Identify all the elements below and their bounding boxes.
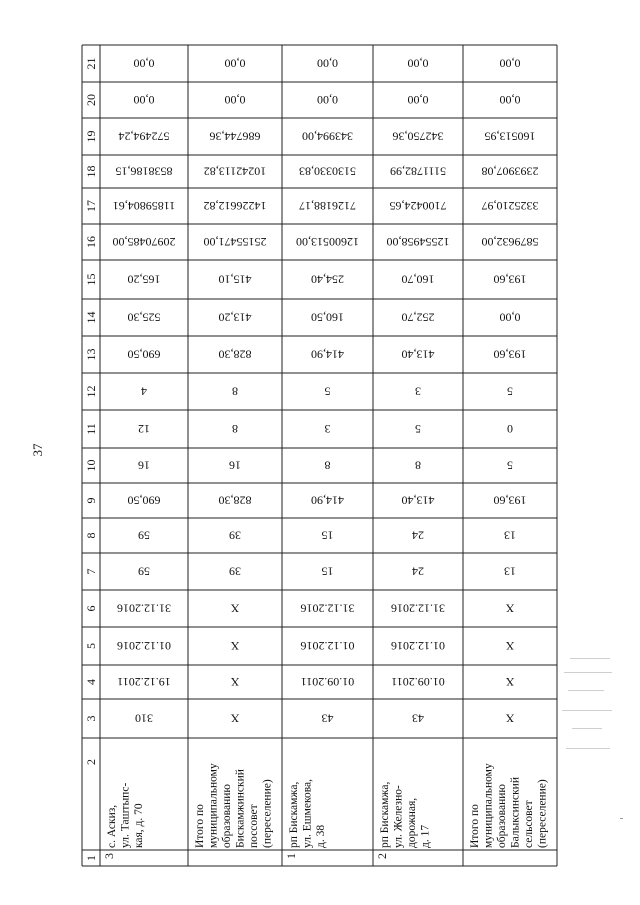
table-cell: 0,00 (317, 56, 338, 71)
column-number: 16 (84, 236, 98, 248)
column-number: 20 (84, 94, 98, 106)
column-number: 15 (84, 273, 98, 286)
table-cell: 14226612,82 (203, 199, 267, 213)
table-cell: 10242113,82 (203, 164, 267, 179)
table-cell: 25155471,00 (203, 235, 267, 249)
table-cell: 01.09.2011 (391, 675, 445, 689)
table-cell: 01.12.2016 (117, 639, 171, 653)
table-cell: 414,90 (311, 347, 344, 362)
row-name-line: д. 38 (315, 824, 327, 848)
row-number: 3 (102, 853, 116, 859)
row-name-line: поссовет (248, 804, 260, 848)
column-number: 1 (84, 855, 98, 861)
column-number: 9 (84, 497, 98, 504)
table-cell: 24 (412, 528, 424, 543)
table-cell: 414,90 (311, 493, 344, 508)
table-cell: 193,60 (493, 347, 527, 362)
scan-dot (620, 818, 623, 819)
column-number: 12 (84, 385, 98, 398)
column-number: 3 (84, 715, 98, 722)
table-cell: 193,60 (493, 493, 527, 508)
table-cell: 0,00 (133, 93, 155, 107)
column-number: 4 (84, 679, 98, 685)
column-number: 6 (84, 605, 98, 612)
table-cell: 31.12.2016 (300, 601, 355, 616)
row-name-line: образованию (221, 784, 233, 848)
table-cell: 01.12.2016 (391, 639, 445, 653)
column-number: 10 (84, 459, 98, 472)
table-cell: Х (505, 601, 515, 616)
table-cell: 7126188,17 (299, 199, 356, 213)
row-number: 2 (375, 853, 389, 859)
row-name-line: сельсовет (523, 800, 535, 848)
table-cell: Х (230, 601, 240, 616)
table-cell: 828,30 (218, 493, 252, 508)
page-number: 37 (30, 443, 45, 457)
table-cell: 0,00 (407, 56, 429, 71)
column-number: 21 (84, 57, 98, 70)
table-cell: 01.12.2016 (300, 639, 355, 653)
column-number: 13 (84, 348, 98, 361)
row-name-line: Бискамжинский (234, 769, 247, 848)
row-name-line: муниципальному (207, 763, 220, 848)
table-cell: 31.12.2016 (117, 601, 171, 616)
table-cell: 413,40 (401, 493, 435, 508)
row-name-line: кая, д. 70 (133, 803, 145, 848)
table-cell: 39 (229, 564, 241, 579)
table-cell: 686744,36 (209, 129, 261, 144)
table-cell: 254,40 (311, 272, 344, 287)
table-cell: 5 (415, 422, 421, 436)
table-cell: 12554958,00 (386, 235, 450, 249)
table-cell: 3 (415, 384, 421, 399)
table-cell: Х (505, 639, 515, 653)
table-cell: 39 (229, 528, 241, 543)
table-cell: 5 (507, 384, 513, 399)
table-cell: 0,00 (499, 56, 521, 71)
column-number: 5 (84, 643, 98, 649)
table-cell: 160513,95 (484, 129, 536, 144)
table-cell: 13 (504, 528, 516, 543)
table-cell: 7100424,65 (389, 199, 447, 213)
table-cell: 8 (232, 422, 238, 436)
row-number: 1 (284, 853, 298, 859)
table-cell: 19.12.2011 (117, 675, 171, 689)
table-cell: 3 (324, 422, 331, 436)
table-cell: 8538186,15 (115, 164, 173, 179)
row-name-line: Итого по (194, 804, 206, 848)
table-cell: 59 (138, 528, 150, 543)
table-cell: 0,00 (224, 93, 246, 107)
table-cell: 11859804,61 (112, 199, 176, 213)
column-number: 7 (84, 568, 98, 575)
table-cell: 0,00 (133, 56, 155, 71)
table-cell: 01.09.2011 (300, 675, 355, 689)
table-cell: 43 (321, 711, 334, 726)
column-number: 14 (84, 311, 98, 324)
table-cell: 690,50 (127, 347, 161, 362)
table-cell: 16 (138, 458, 150, 473)
table-cell: 43 (412, 711, 424, 726)
table-cell: Х (230, 675, 240, 689)
table-cell: 690,50 (127, 493, 161, 508)
table-cell: 5 (324, 384, 331, 399)
row-name-line: Балыксинский (509, 777, 522, 848)
table-cell: 24 (412, 564, 424, 579)
row-name-line: рп Бискамжа, (288, 781, 300, 848)
table-cell: 343994,00 (302, 129, 353, 144)
table-cell: 8 (232, 384, 238, 399)
table-cell: 15 (321, 528, 334, 543)
row-name-line: ул. Таштыпс- (119, 782, 132, 848)
table-cell: 59 (138, 564, 150, 579)
column-number: 11 (84, 423, 98, 435)
table-cell: 525,30 (127, 310, 161, 325)
table-cell: Х (505, 675, 515, 689)
table-cell: 5 (507, 458, 513, 473)
table-cell: Х (230, 711, 240, 726)
table-cell: 5111782,99 (389, 164, 447, 179)
row-name-line: Итого по (469, 804, 481, 848)
table-cell: 165,20 (127, 272, 161, 287)
table-cell: 828,30 (218, 347, 252, 362)
table-cell: 12 (138, 422, 150, 436)
table-cell: 193,60 (493, 272, 527, 287)
row-name-line: рп Бискамжа, (379, 781, 391, 848)
table-cell: 252,70 (401, 310, 435, 325)
row-name-line: д. 17 (419, 824, 432, 848)
row-name-line: образованию (496, 784, 508, 848)
table-cell: 413,40 (401, 347, 435, 362)
table-cell: 3325210,97 (481, 199, 539, 213)
row-name-line: ул. Железно- (392, 785, 405, 848)
column-number: 18 (84, 165, 98, 178)
column-number: 17 (84, 200, 98, 212)
column-number: 19 (84, 130, 98, 143)
table-cell: 0,00 (224, 56, 246, 71)
scan-artifact (560, 650, 620, 770)
table-cell: 15 (321, 564, 334, 579)
table-cell: 4 (141, 384, 147, 399)
row-name-line: с. Аскиз, (106, 804, 118, 848)
table-cell: Х (505, 711, 515, 726)
table-cell: 20970485,00 (112, 235, 176, 249)
table-cell: 12600513,00 (296, 235, 359, 249)
table-cell: 8 (324, 458, 331, 473)
row-name-line: ул. Ешмекова, (301, 778, 314, 848)
table-cell: 342750,36 (392, 129, 444, 144)
table-cell: 572494,24 (118, 129, 170, 144)
table-cell: 160,50 (311, 310, 344, 325)
table-cell: Х (230, 639, 240, 653)
table-cell: 2393907,08 (481, 164, 539, 179)
row-name-line: (переселение) (261, 779, 274, 848)
table-cell: 0,00 (407, 93, 429, 107)
table-cell: 16 (229, 458, 241, 473)
table-cell: 31.12.2016 (391, 601, 445, 616)
table-cell: 5130330,83 (299, 164, 356, 179)
column-number: 2 (84, 759, 98, 765)
table-cell: 0,00 (499, 310, 521, 325)
table-cell: 160,70 (401, 272, 435, 287)
table-cell: 0,00 (499, 93, 521, 107)
row-name-line: дорожная, (406, 797, 418, 848)
table-cell: 8 (415, 458, 421, 473)
column-number: 8 (84, 532, 98, 539)
table-cell: 413,20 (218, 310, 252, 325)
row-name-line: (переселение) (536, 779, 549, 848)
table-cell: 0 (507, 422, 513, 436)
table-cell: 0,00 (317, 93, 338, 107)
table-cell: 415,10 (218, 272, 252, 287)
row-name-line: муниципальному (482, 763, 495, 848)
table-cell: 310 (135, 711, 153, 726)
table-cell: 5879632,00 (481, 235, 539, 249)
table-cell: 13 (504, 564, 516, 579)
